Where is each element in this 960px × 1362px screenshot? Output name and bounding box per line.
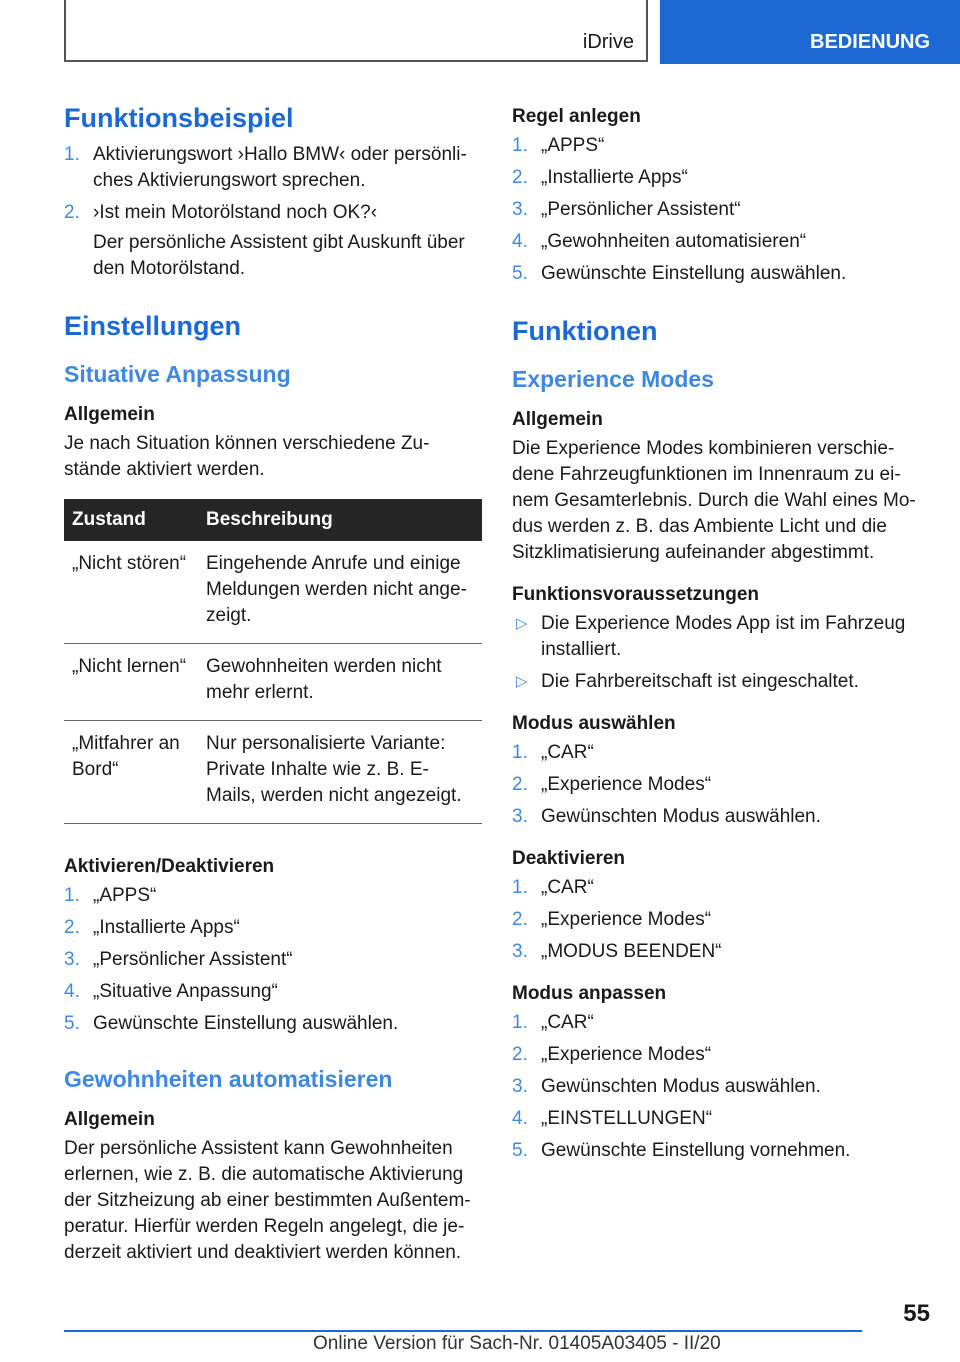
step-number: 2. [512, 167, 528, 188]
step-text: „MODUS BEENDEN“ [541, 941, 722, 962]
step-text: „APPS“ [541, 135, 605, 156]
step-number: 4. [512, 231, 528, 252]
heading-aktivieren: Aktivieren/Deaktivieren [64, 856, 275, 877]
table-cell: „Nicht stören“ [64, 541, 198, 644]
step-number: 5. [64, 1013, 80, 1034]
step-text: „Persönlicher Assistent“ [541, 199, 741, 220]
anpassen-steps [512, 1010, 922, 1164]
step-number: 3. [512, 199, 528, 220]
step-text: „Experience Modes“ [541, 1044, 712, 1065]
header-chapter: BEDIENUNG [660, 0, 960, 64]
paragraph-gewohnheiten: Der persönliche Assistent kann Gewohnheiten erlernen, wie z. B. die automatische Aktivierung der Sitzheizung ab einer bestimmten Außentem‐ peratur. Hierfür werden Regeln angelegt, die je‐ derzeit aktiviert und deaktiviert werden können. [64, 1138, 471, 1263]
list-item [512, 1074, 922, 1100]
step-number: 3. [512, 1076, 528, 1097]
heading-gewohnheiten: Gewohnheiten automatisieren [64, 1066, 393, 1092]
list-item [64, 1011, 482, 1037]
step-subtext: Der persönliche Assistent gibt Auskunft über den Motorölstand. [93, 232, 465, 279]
step-text: „Experience Modes“ [541, 909, 712, 930]
step-number: 2. [64, 917, 80, 938]
regel-steps [512, 133, 922, 287]
header-tab-idrive [64, 0, 648, 62]
step-text: „CAR“ [541, 1012, 594, 1033]
step-text: Gewünschte Einstellung auswählen. [93, 1013, 399, 1034]
table-header-cell: Zustand [64, 499, 198, 541]
step-number: 3. [64, 949, 80, 970]
table-row [64, 721, 482, 824]
list-item [512, 165, 922, 191]
list-item [64, 979, 482, 1005]
step-text: Gewünschte Einstellung vornehmen. [541, 1140, 851, 1161]
step-text: ›Ist mein Motorölstand noch OK?‹ [93, 202, 378, 223]
online-version: Online Version für Sach-Nr. 01405A03405 - II/20 [313, 1333, 721, 1354]
heading-funktionen: Funktionen [512, 316, 658, 346]
heading-situative-anpassung: Situative Anpassung [64, 361, 291, 387]
heading-modus-anpassen: Modus anpassen [512, 983, 667, 1004]
step-text: Gewünschten Modus auswählen. [541, 1076, 821, 1097]
left-column [64, 100, 482, 1282]
list-item [512, 772, 922, 798]
list-item [512, 197, 922, 223]
bullet-text: Die Experience Modes App ist im Fahrzeug installiert. [541, 613, 906, 660]
step-text: „Installierte Apps“ [93, 917, 240, 938]
deaktivieren-steps [512, 875, 922, 965]
list-item [512, 907, 922, 933]
table-row [64, 644, 482, 721]
step-text: Gewünschten Modus auswählen. [541, 806, 821, 827]
step-number: 1. [512, 877, 528, 898]
modus-steps [512, 740, 922, 830]
list-item [512, 804, 922, 830]
step-number: 4. [64, 981, 80, 1002]
right-column [512, 104, 922, 1180]
list-item [512, 1138, 922, 1164]
step-number: 2. [64, 202, 80, 223]
step-number: 1. [64, 144, 80, 165]
step-number: 1. [64, 885, 80, 906]
heading-allgemein: Allgemein [512, 409, 603, 430]
zustand-table [64, 499, 482, 824]
step-text: „Persönlicher Assistent“ [93, 949, 293, 970]
heading-funktionsbeispiel: Funktionsbeispiel [64, 103, 294, 133]
heading-modus-auswaehlen: Modus auswählen [512, 713, 676, 734]
step-number: 2. [512, 774, 528, 795]
step-number: 2. [512, 1044, 528, 1065]
heading-experience-modes: Experience Modes [512, 366, 714, 392]
list-item [512, 875, 922, 901]
step-text: „Gewohnheiten automatisieren“ [541, 231, 807, 252]
table-cell: Eingehende Anrufe und einige Meldungen werden nicht ange‐ zeigt. [198, 541, 482, 644]
step-number: 3. [512, 941, 528, 962]
step-number: 1. [512, 135, 528, 156]
step-text: „Experience Modes“ [541, 774, 712, 795]
step-text: „Situative Anpassung“ [93, 981, 278, 1002]
aktivieren-steps [64, 883, 482, 1037]
paragraph-experience: Die Experience Modes kombinieren verschie‐ dene Fahrzeugfunktionen im Innenraum zu ei‐ nem Gesamterlebnis. Durch die Wahl eines Mo‐ dus werden z. B. das Ambiente Licht und die Sitzklimatisierung aufeinander abgestimmt. [512, 438, 916, 563]
step-text: „CAR“ [541, 742, 594, 763]
step-text: „APPS“ [93, 885, 157, 906]
list-item [512, 939, 922, 965]
step-number: 2. [512, 909, 528, 930]
list-item [512, 1106, 922, 1132]
footer-divider [64, 1330, 862, 1332]
table-header-row [64, 499, 482, 541]
step-number: 5. [512, 1140, 528, 1161]
list-item [64, 200, 482, 282]
step-text: Gewünschte Einstellung auswählen. [541, 263, 847, 284]
list-item [64, 947, 482, 973]
table-cell: „Nicht lernen“ [64, 644, 198, 721]
step-number: 5. [512, 263, 528, 284]
header-section: iDrive [582, 31, 634, 53]
list-item [64, 142, 482, 194]
table-cell: „Mitfahrer an Bord“ [64, 721, 198, 824]
heading-voraussetzungen: Funktionsvoraussetzungen [512, 584, 760, 605]
list-item [512, 669, 922, 695]
step-number: 4. [512, 1108, 528, 1129]
heading-allgemein: Allgemein [64, 404, 155, 425]
heading-einstellungen: Einstellungen [64, 311, 242, 341]
table-cell: Nur personalisierte Variante: Private Inhalte wie z. B. E-Mails, werden nicht angezeigt. [198, 721, 482, 824]
step-number: 1. [512, 742, 528, 763]
page-number: 55 [903, 1300, 930, 1327]
triangle-bullet-icon: ▷ [516, 673, 528, 690]
list-item [64, 883, 482, 909]
table-cell: Gewohnheiten werden nicht mehr erlernt. [198, 644, 482, 721]
heading-regel-anlegen: Regel anlegen [512, 106, 641, 127]
step-text: „CAR“ [541, 877, 594, 898]
list-item [512, 133, 922, 159]
paragraph-allgemein: Je nach Situation können verschiedene Zu‐ stände aktiviert werden. [64, 433, 430, 480]
list-item [512, 261, 922, 287]
table-row [64, 541, 482, 644]
triangle-bullet-icon: ▷ [516, 615, 528, 632]
list-item [512, 740, 922, 766]
bullet-text: Die Fahrbereitschaft ist eingeschaltet. [541, 671, 859, 692]
voraussetzungen-list [512, 611, 922, 695]
list-item [512, 229, 922, 255]
list-item [512, 1042, 922, 1068]
heading-allgemein: Allgemein [64, 1109, 155, 1130]
step-text: „Installierte Apps“ [541, 167, 688, 188]
table-header-cell: Beschreibung [198, 499, 482, 541]
step-text: „EINSTELLUNGEN“ [541, 1108, 713, 1129]
step-number: 1. [512, 1012, 528, 1033]
heading-deaktivieren: Deaktivieren [512, 848, 626, 869]
list-item [512, 1010, 922, 1036]
step-text: Aktivierungswort ›Hallo BMW‹ oder persönli‐ ches Aktivierungswort sprechen. [93, 144, 467, 191]
list-item [64, 915, 482, 941]
step-number: 3. [512, 806, 528, 827]
list-item [512, 611, 922, 663]
funktionsbeispiel-steps [64, 142, 482, 282]
